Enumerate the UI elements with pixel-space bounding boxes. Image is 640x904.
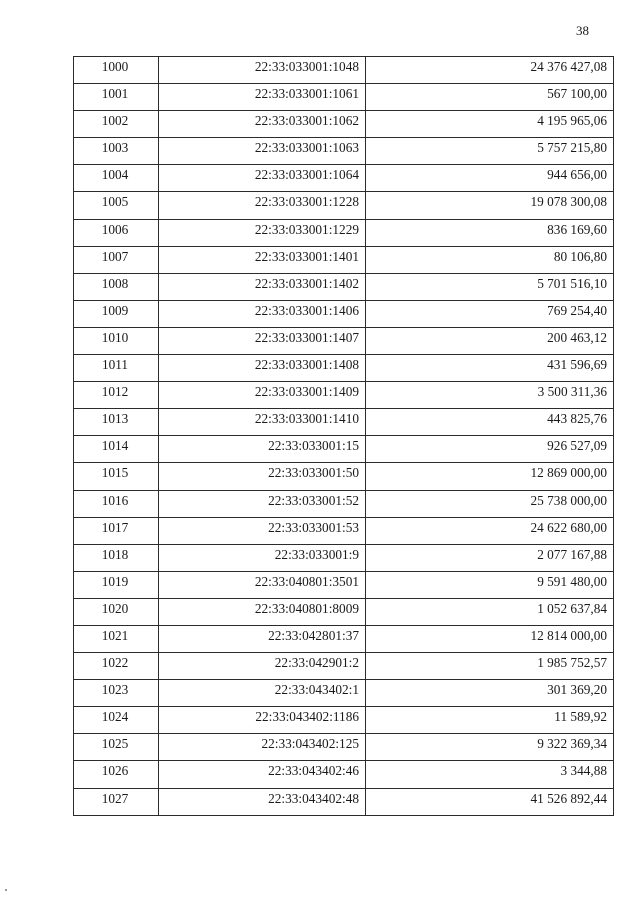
table-row [74, 517, 614, 544]
cadastral-value-cell: 9 591 480,00 [366, 571, 614, 598]
table-row [74, 138, 614, 165]
cadastral-value-cell: 12 814 000,00 [366, 625, 614, 652]
row-number-cell: 1022 [74, 653, 159, 680]
cadastral-value-cell: 836 169,60 [366, 219, 614, 246]
table-row [74, 111, 614, 138]
row-number-cell: 1017 [74, 517, 159, 544]
table-row [74, 571, 614, 598]
cadastral-number-cell: 22:33:042801:37 [159, 625, 366, 652]
table-row [74, 734, 614, 761]
row-number-cell: 1021 [74, 625, 159, 652]
cadastral-value-cell: 12 869 000,00 [366, 463, 614, 490]
row-number-cell: 1005 [74, 192, 159, 219]
cadastral-number-cell: 22:33:033001:1408 [159, 355, 366, 382]
row-number-cell: 1000 [74, 57, 159, 84]
row-number-cell: 1014 [74, 436, 159, 463]
cadastral-number-cell: 22:33:033001:1064 [159, 165, 366, 192]
cadastral-value-cell: 41 526 892,44 [366, 788, 614, 815]
cadastral-value-cell: 19 078 300,08 [366, 192, 614, 219]
cadastral-number-cell: 22:33:033001:53 [159, 517, 366, 544]
table-row [74, 653, 614, 680]
table-row [74, 273, 614, 300]
cadastral-value-cell: 200 463,12 [366, 327, 614, 354]
row-number-cell: 1026 [74, 761, 159, 788]
row-number-cell: 1020 [74, 598, 159, 625]
table-row [74, 300, 614, 327]
cadastral-value-cell: 926 527,09 [366, 436, 614, 463]
cadastral-value-cell: 24 622 680,00 [366, 517, 614, 544]
cadastral-number-cell: 22:33:033001:9 [159, 544, 366, 571]
cadastral-value-cell: 11 589,92 [366, 707, 614, 734]
table-row [74, 625, 614, 652]
cadastral-number-cell: 22:33:040801:8009 [159, 598, 366, 625]
row-number-cell: 1006 [74, 219, 159, 246]
table-row [74, 436, 614, 463]
cadastral-number-cell: 22:33:033001:1402 [159, 273, 366, 300]
row-number-cell: 1025 [74, 734, 159, 761]
cadastral-number-cell: 22:33:033001:1410 [159, 409, 366, 436]
cadastral-value-cell: 24 376 427,08 [366, 57, 614, 84]
cadastral-number-cell: 22:33:043402:48 [159, 788, 366, 815]
row-number-cell: 1023 [74, 680, 159, 707]
table-row [74, 544, 614, 571]
row-number-cell: 1011 [74, 355, 159, 382]
cadastral-value-cell: 443 825,76 [366, 409, 614, 436]
cadastral-number-cell: 22:33:033001:50 [159, 463, 366, 490]
table-row [74, 788, 614, 815]
scan-speck [5, 889, 7, 891]
cadastral-value-cell: 1 985 752,57 [366, 653, 614, 680]
table-row [74, 219, 614, 246]
row-number-cell: 1001 [74, 84, 159, 111]
row-number-cell: 1027 [74, 788, 159, 815]
row-number-cell: 1012 [74, 382, 159, 409]
table-row [74, 761, 614, 788]
cadastral-value-cell: 2 077 167,88 [366, 544, 614, 571]
table-body [74, 57, 614, 816]
cadastral-number-cell: 22:33:033001:1401 [159, 246, 366, 273]
cadastral-number-cell: 22:33:043402:1 [159, 680, 366, 707]
page-number: 38 [576, 23, 589, 38]
row-number-cell: 1003 [74, 138, 159, 165]
cadastral-number-cell: 22:33:042901:2 [159, 653, 366, 680]
cadastral-number-cell: 22:33:043402:1186 [159, 707, 366, 734]
row-number-cell: 1013 [74, 409, 159, 436]
cadastral-value-cell: 301 369,20 [366, 680, 614, 707]
row-number-cell: 1016 [74, 490, 159, 517]
cadastral-value-cell: 1 052 637,84 [366, 598, 614, 625]
cadastral-number-cell: 22:33:040801:3501 [159, 571, 366, 598]
row-number-cell: 1004 [74, 165, 159, 192]
cadastral-number-cell: 22:33:033001:1409 [159, 382, 366, 409]
row-number-cell: 1024 [74, 707, 159, 734]
table-row [74, 246, 614, 273]
row-number-cell: 1018 [74, 544, 159, 571]
cadastral-number-cell: 22:33:033001:1061 [159, 84, 366, 111]
cadastral-number-cell: 22:33:033001:52 [159, 490, 366, 517]
table-row [74, 355, 614, 382]
table-row [74, 707, 614, 734]
table-row [74, 165, 614, 192]
row-number-cell: 1007 [74, 246, 159, 273]
cadastral-number-cell: 22:33:033001:1407 [159, 327, 366, 354]
cadastral-value-cell: 3 344,88 [366, 761, 614, 788]
table-row [74, 680, 614, 707]
cadastral-number-cell: 22:33:033001:1406 [159, 300, 366, 327]
cadastral-number-cell: 22:33:033001:1228 [159, 192, 366, 219]
cadastral-value-cell: 80 106,80 [366, 246, 614, 273]
table-row [74, 84, 614, 111]
row-number-cell: 1008 [74, 273, 159, 300]
cadastral-value-cell: 9 322 369,34 [366, 734, 614, 761]
table-row [74, 490, 614, 517]
table-row [74, 598, 614, 625]
cadastral-value-cell: 769 254,40 [366, 300, 614, 327]
cadastral-value-cell: 944 656,00 [366, 165, 614, 192]
cadastral-value-cell: 5 701 516,10 [366, 273, 614, 300]
table-row [74, 192, 614, 219]
row-number-cell: 1015 [74, 463, 159, 490]
cadastral-value-cell: 4 195 965,06 [366, 111, 614, 138]
cadastral-number-cell: 22:33:033001:1062 [159, 111, 366, 138]
cadastral-number-cell: 22:33:033001:15 [159, 436, 366, 463]
row-number-cell: 1010 [74, 327, 159, 354]
cadastral-value-cell: 25 738 000,00 [366, 490, 614, 517]
cadastral-value-table [73, 56, 614, 816]
cadastral-number-cell: 22:33:043402:46 [159, 761, 366, 788]
cadastral-value-cell: 567 100,00 [366, 84, 614, 111]
cadastral-value-cell: 3 500 311,36 [366, 382, 614, 409]
table-row [74, 57, 614, 84]
row-number-cell: 1009 [74, 300, 159, 327]
table-row [74, 463, 614, 490]
cadastral-value-cell: 431 596,69 [366, 355, 614, 382]
cadastral-number-cell: 22:33:033001:1063 [159, 138, 366, 165]
table-row [74, 409, 614, 436]
cadastral-number-cell: 22:33:043402:125 [159, 734, 366, 761]
cadastral-value-cell: 5 757 215,80 [366, 138, 614, 165]
table-row [74, 327, 614, 354]
row-number-cell: 1002 [74, 111, 159, 138]
cadastral-number-cell: 22:33:033001:1229 [159, 219, 366, 246]
table-row [74, 382, 614, 409]
row-number-cell: 1019 [74, 571, 159, 598]
cadastral-number-cell: 22:33:033001:1048 [159, 57, 366, 84]
